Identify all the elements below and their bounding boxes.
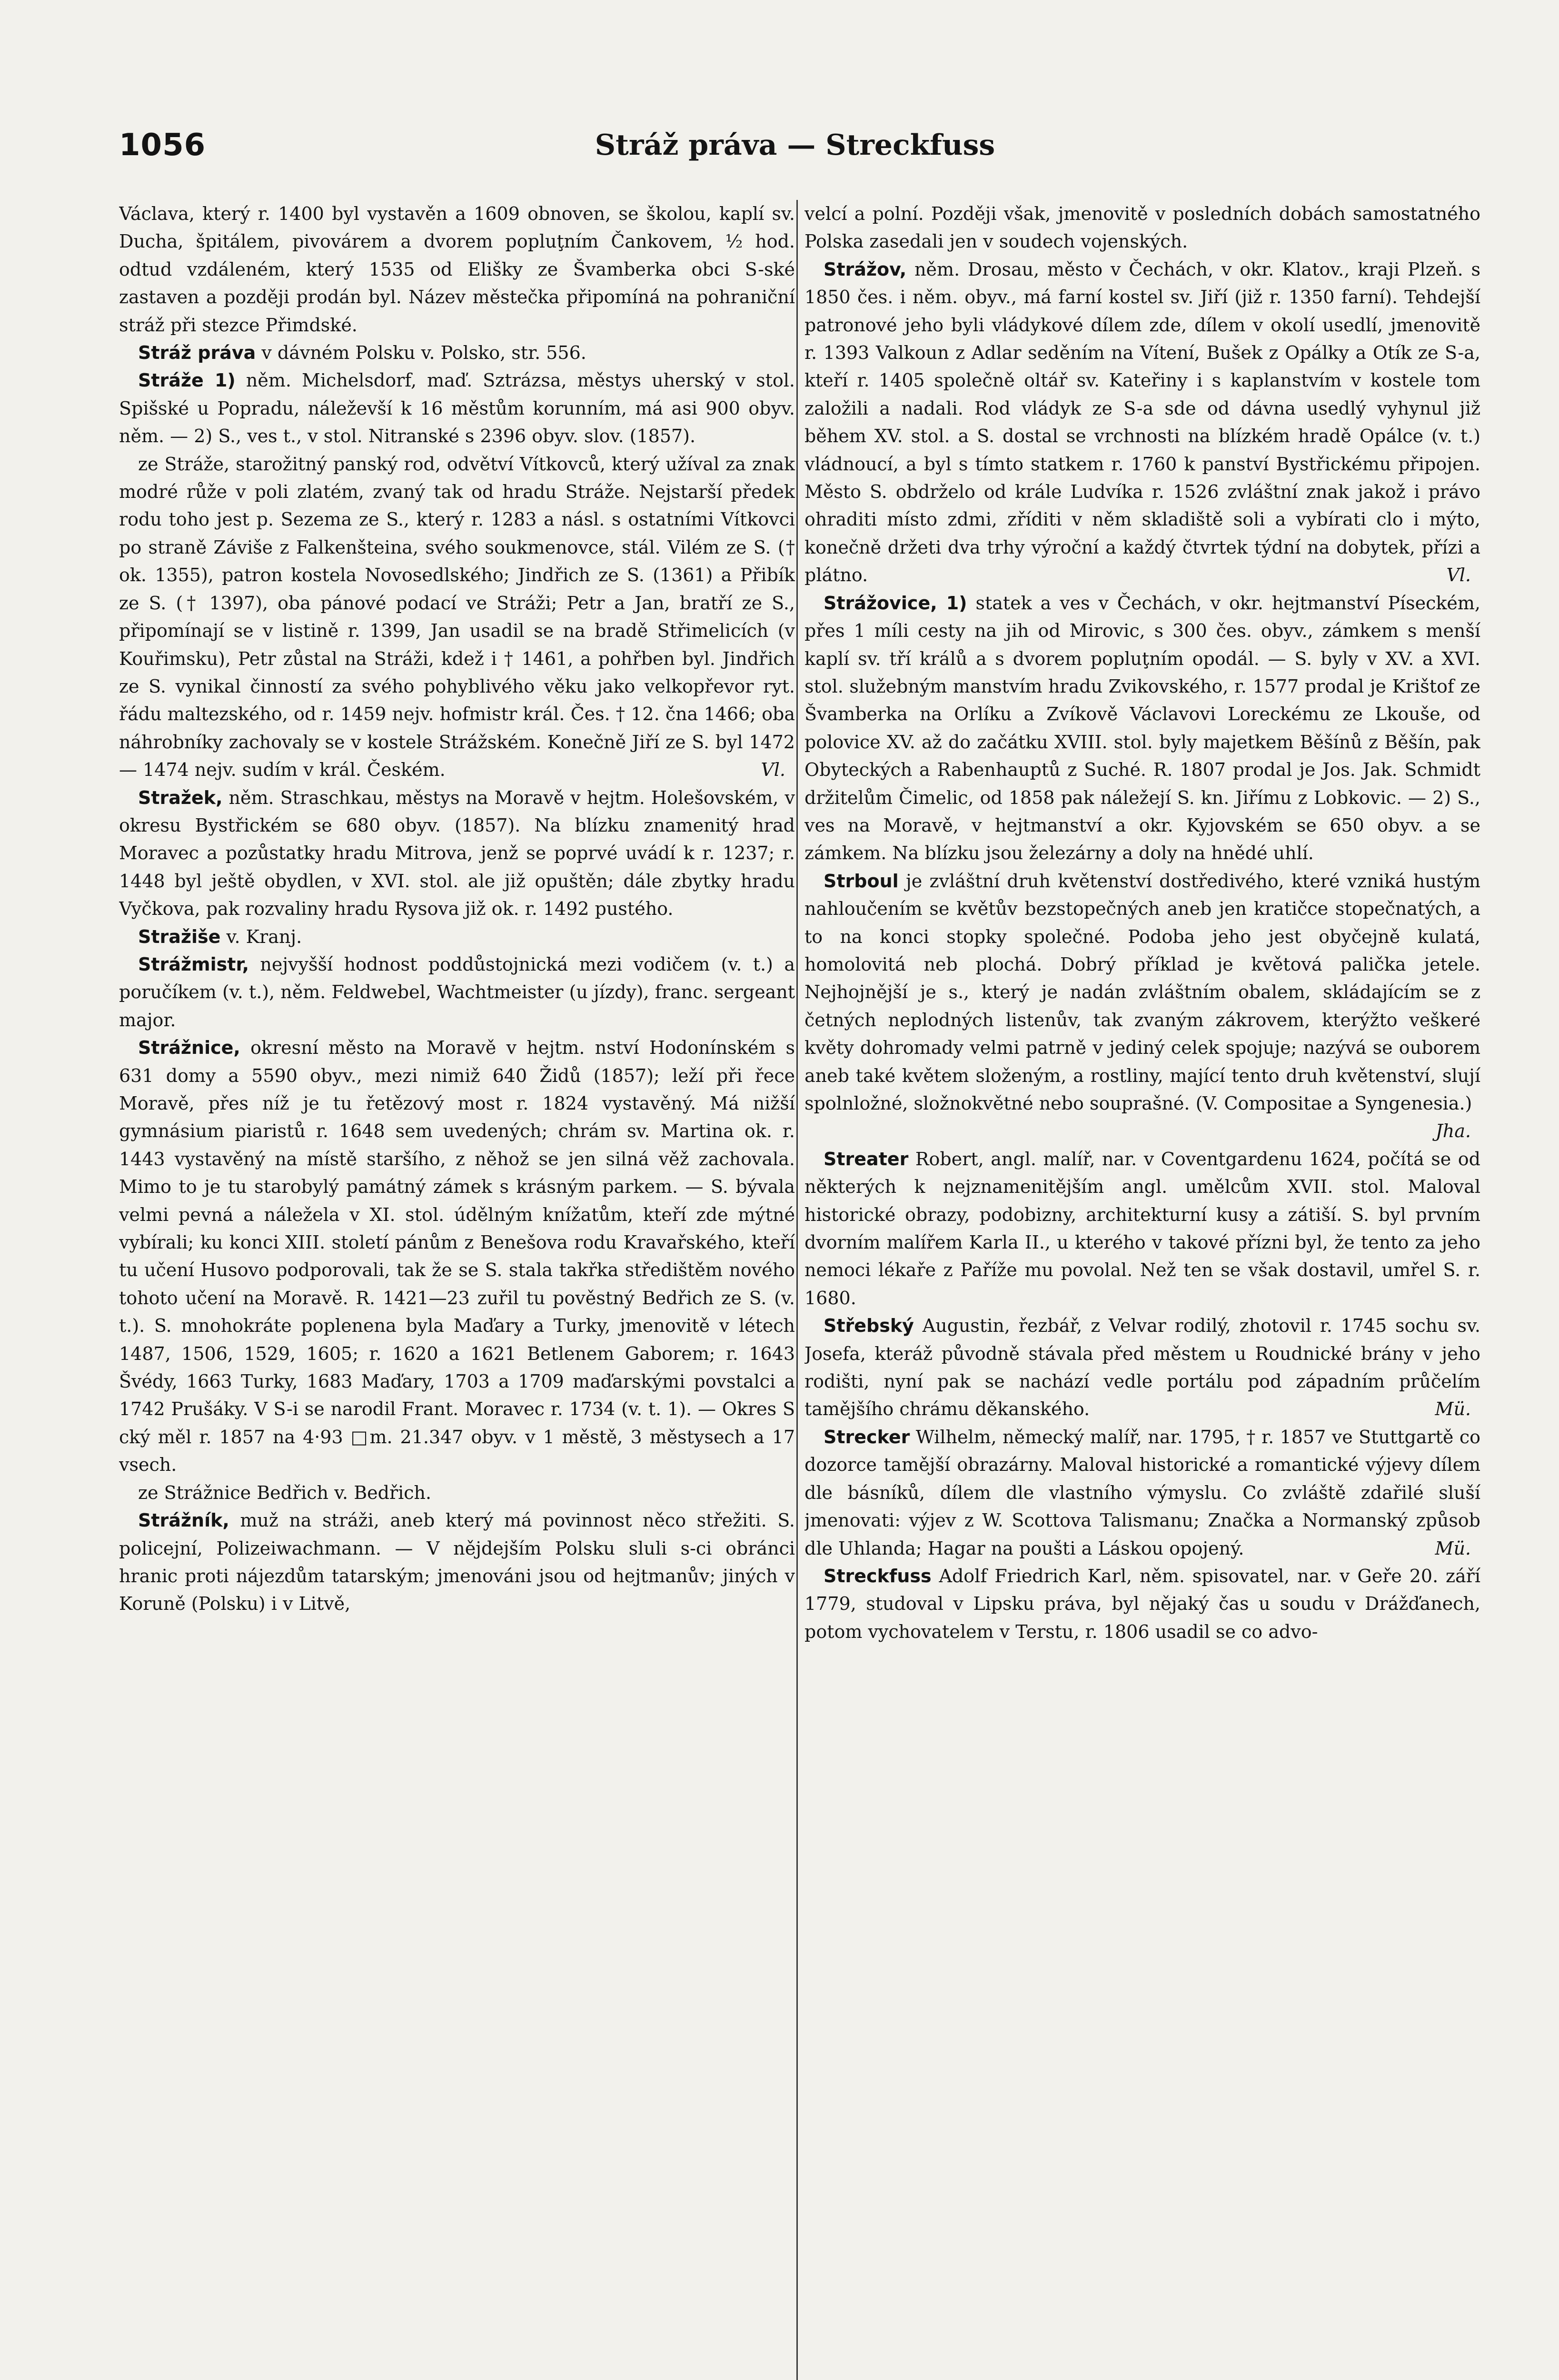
dictionary-entry <box>804 1145 1480 1312</box>
entry-text: Robert, angl. malíř, nar. v Coventgardenu 1624, počítá se od některých k nejznamenitějším angl. umělcům XVII. stol. Maloval historické obrazy, podobizny, architekturní kusy a zátiší. S. byl prvním dvorním malířem Karla II., u kterého v takové přízni byl, že tento za jeho nemoci lékaře z Paříže mu povolal. Než ten se však dostavil, umřel S. r. 1680. <box>804 1148 1480 1309</box>
dictionary-entry <box>804 589 1480 867</box>
entry-paragraph <box>119 367 795 450</box>
entry-headword: Strážmistr, <box>138 953 249 975</box>
entry-paragraph <box>119 200 795 339</box>
author-signature: Vl. <box>1446 565 1471 586</box>
entry-text: velcí a polní. Později však, jmenovitě v posledních dobách samostatného Polska zasedali jen v soudech vojenských. <box>804 203 1480 252</box>
dictionary-entry <box>119 1479 795 1507</box>
entry-headword: Střebský <box>824 1315 914 1337</box>
column-divider <box>796 200 798 2380</box>
dictionary-entry <box>804 256 1480 589</box>
entry-headword: Stražek, <box>138 787 223 808</box>
dictionary-entry <box>804 867 1480 1145</box>
dictionary-entry <box>804 1423 1480 1562</box>
entry-text: něm. Drosau, město v Čechách, v okr. Klatov., kraji Plzeň. s 1850 čes. i něm. obyv., má farní kostel sv. Jiří (již r. 1350 farní). Tehdejší patronové jeho byli vládykové dílem zde, dílem v okolí usedlí, jmenovitě r. 1393 Valkoun z Adlar seděním na Vítení, Bušek z Opálky a Otík ze S-a, kteří r. 1405 společně oltář sv. Kateřiny i s kaplanstvím v kostele tom založili a nadali. Rod vládyk ze S-a sde od dávna usedlý vyhynul již během XV. stol. a S. dostal se vrchnosti na blízkém hradě Opálce (v. t.) vládnoucí, a byl s tímto statkem r. 1760 k panství Bystřickému připojen. Město S. obdrželo od krále Ludvíka r. 1526 zvláštní znak jakož i právo ohraditi místo zdmi, zříditi v něm skladiště soli a vybírati clo i mýto, konečně držeti dva trhy výroční a každý čtvrtek týdní na dobytek, přízi a plátno. <box>804 258 1480 586</box>
dictionary-entry <box>119 339 795 367</box>
entry-headword: Strážník, <box>138 1510 229 1531</box>
entry-paragraph <box>804 1145 1480 1312</box>
entry-headword: Stražiše <box>138 926 221 947</box>
entry-headword: Streckfuss <box>824 1565 932 1587</box>
entry-headword: Strecker <box>824 1426 910 1448</box>
dictionary-entry <box>804 1312 1480 1423</box>
page-header <box>119 121 1471 178</box>
author-signature: Mü. <box>1435 1398 1471 1420</box>
entry-paragraph <box>804 867 1480 1142</box>
entry-headword: Strážovice, 1) <box>824 592 967 614</box>
right-column <box>804 200 1480 2380</box>
entry-headword: Strážov, <box>824 258 907 280</box>
entry-paragraph <box>119 784 795 923</box>
entry-paragraph <box>804 1423 1480 1562</box>
entry-text: je zvláštní druh květenství dostředivého, které vzniká hustým nahloučením se květův bezstopečných aneb jen kratičce stopečnatých, a to na konci stopky společné. Podoba jeho jest obyčejně kulatá, homolovitá neb plochá. Dobrý příklad je květová palička jetele. Nejhojnější je s., který je nadán zvláštním obalem, skládajícím se z četných neplodných listenův, tak zvaným zákrovem, kterýžto veškeré květy dohromady velmi patrně v jediný celek spojuje; nazývá se ouborem aneb také květem složeným, a rostliny, mající tento druh květenství, slují spolnložné, složnokvětné nebo souprašné. (V. Compositae a Syngenesia.) <box>804 870 1480 1114</box>
page-number: 1056 <box>119 128 206 163</box>
author-signature: Jha. <box>1435 1121 1471 1142</box>
entry-paragraph <box>804 589 1480 867</box>
entry-paragraph <box>119 1507 795 1618</box>
entry-paragraph <box>804 1312 1480 1423</box>
entry-paragraph <box>804 200 1480 256</box>
entry-text: Augustin, řezbář, z Velvar rodilý, zhotovil r. 1745 sochu sv. Josefa, kteráž původně stávala před městem u Roudnické brány v jeho rodišti, nyní pak se nachází vedle portálu pod západním průčelím tamějšího chrámu děkanského. <box>804 1315 1480 1420</box>
entry-text: něm. Straschkau, městys na Moravě v hejtm. Holešovském, v okresu Bystřickém se 680 obyv. (1857). Na blízku znamenitý hrad Moravec a pozůstatky hradu Mitrova, jenž se poprvé uvádí k r. 1237; r. 1448 byl ještě obydlen, v XVI. stol. ale již opuštěn; dále zbytky hradu Vyčkova, pak rozvaliny hradu Rysova již ok. r. 1492 pustého. <box>119 787 795 920</box>
entry-text: ze Strážnice Bedřich v. Bedřich. <box>138 1482 432 1503</box>
entry-headword: Stráž práva <box>138 342 256 364</box>
entry-text: Adolf Friedrich Karl, něm. spisovatel, nar. v Geře 20. září 1779, studoval v Lipsku práva, byl nějaký čas u soudu v Drážďanech, potom vychovatelem v Terstu, r. 1806 usadil se co advo- <box>804 1565 1480 1642</box>
entry-text: nejvyšší hodnost poddůstojnická mezi vodičem (v. t.) a poručíkem (v. t.), něm. Feldwebel, Wachtmeister (u jízdy), franc. sergeant major. <box>119 953 795 1031</box>
entry-text: ze Stráže, starožitný panský rod, odvětví Vítkovců, který užíval za znak modré růže v poli zlatém, zvaný tak od hradu Stráže. Nejstarší předek rodu toho jest p. Sezema ze S., který r. 1283 a násl. s ostatními Vítkovci po straně Záviše z Falkenšteina, svého soukmenovce, stál. Vilém ze S. († ok. 1355), patron kostela Novosedlského; Jindřich ze S. (1361) a Přibík ze S. († 1397), oba pánové podací ve Stráži; Petr a Jan, bratří ze S., připomínají se v listině r. 1399, Jan usadil se na bradě Střimelicích (v Kouřimsku), Petr zůstal na Stráži, kdež i † 1461, a pohřben byl. Jindřich ze S. vynikal činností za svého pohyblivého věku jako velkopřevor ryt. řádu maltezského, od r. 1459 nejv. hofmistr král. Čes. † 12. čna 1466; oba náhrobníky zachovaly se v kostele Strážském. Konečně Jiří ze S. byl 1472 — 1474 nejv. sudím v král. Českém. <box>119 453 795 781</box>
entry-paragraph <box>804 1562 1480 1646</box>
entry-text: muž na stráži, aneb který má povinnost něco střežiti. S. policejní, Polizeiwachmann. — V nějdejším Polsku sluli s-ci obránci hranic proti nájezdům tatarským; jmenováni jsou od hejtmanův; jiných v Koruně (Polsku) i v Litvě, <box>119 1510 795 1615</box>
left-column <box>119 200 795 2380</box>
entry-paragraph <box>119 450 795 784</box>
running-head: Stráž práva — Streckfuss <box>595 129 995 162</box>
entry-paragraph <box>119 923 795 951</box>
entry-paragraph <box>119 339 795 367</box>
author-signature: Mü. <box>1435 1537 1471 1559</box>
dictionary-entry <box>119 923 795 951</box>
entry-paragraph <box>119 951 795 1034</box>
entry-headword: Strboul <box>824 870 899 892</box>
entry-text: v dávném Polsku v. Polsko, str. 556. <box>261 342 586 364</box>
dictionary-entry <box>119 784 795 923</box>
continued-entry <box>804 200 1480 256</box>
entry-text: Václava, který r. 1400 byl vystavěn a 1609 obnoven, se školou, kaplí sv. Ducha, špitálem, pivovárem a dvorem popluţním Čankovem, ½ hod. odtud vzdáleném, který 1535 od Elišky ze Švamberka obci S-ské zastaven a později prodán byl. Název městečka připomíná na pohraniční stráž při stezce Přimdské. <box>119 203 795 336</box>
entry-paragraph <box>119 1034 795 1479</box>
continued-entry <box>119 200 795 339</box>
entry-headword: Strážnice, <box>138 1037 240 1059</box>
entry-text: statek a ves v Čechách, v okr. hejtmanství Píseckém, přes 1 míli cesty na jih od Mirovic, s 300 čes. obyv., zámkem s menší kaplí sv. tří králů a s dvorem popluţním opodál. — S. byly v XV. a XVI. stol. služebným manstvím hradu Zvikovského, r. 1577 prodal je Krištof ze Švamberka na Orlíku a Zvíkově Václavovi Loreckému ze Lkouše, od polovice XV. až do začátku XVIII. stol. byly majetkem Běšínů z Běšín, pak Obyteckých a Rabenhauptů z Suché. R. 1807 prodal je Jos. Jak. Schmidt držitelům Čimelic, od 1858 pak náležejí S. kn. Jiřímu z Lobkovic. — 2) S., ves na Moravě, v hejtmanství a okr. Kyjovském se 650 obyv. a se zámkem. Na blízku jsou železárny a doly na hnědé uhlí. <box>804 592 1480 864</box>
entry-headword: Streater <box>824 1148 909 1170</box>
entry-paragraph <box>119 1479 795 1507</box>
dictionary-entry <box>119 450 795 784</box>
dictionary-entry <box>119 1034 795 1479</box>
author-signature: Vl. <box>761 759 785 781</box>
entry-text: něm. Michelsdorf, maď. Sztrázsa, městys uherský v stol. Spišské u Popradu, náleževší k 16 městům korunním, má asi 900 obyv. něm. — 2) S., ves t., v stol. Nitranské s 2396 obyv. slov. (1857). <box>119 370 795 447</box>
entry-headword: Stráže 1) <box>138 370 236 391</box>
dictionary-entry <box>119 1507 795 1618</box>
dictionary-entry <box>804 1562 1480 1646</box>
entry-text: Wilhelm, německý malíř, nar. 1795, † r. 1857 ve Stuttgartě co dozorce tamější obrazárny. Maloval historické a romantické výjevy dílem dle básníků, dílem dle vlastního výmyslu. Co zvláště zdařilé sluší jmenovati: výjev z W. Scottova Talismanu; Značka a Normanský způsob dle Uhlanda; Hagar na poušti a Láskou opojený. <box>804 1426 1480 1559</box>
entry-paragraph <box>804 256 1480 589</box>
dictionary-entry <box>119 951 795 1034</box>
dictionary-entry <box>119 367 795 450</box>
entry-text: v. Kranj. <box>226 926 302 947</box>
entry-text: okresní město na Moravě v hejtm. nství Hodonínském s 631 domy a 5590 obyv., mezi nimiž 640 Židů (1857); leží při řece Moravě, přes níž je tu řetězový most r. 1824 vystavěný. Má nižší gymnásium piaristů r. 1648 sem uvedených; chrám sv. Martina ok. r. 1443 vystavěný na místě staršího, z něhož se jen silná věž zachovala. Mimo to je tu starobylý památný zámek s krásným parkem. — S. bývala velmi pevná a náležela v XI. stol. údělným knížatům, kteří zde mýtné vybírali; ku konci XIII. století pánům z Benešova rodu Kravařského, kteří tu učení Husovo podporovali, tak že se S. stala takřka středištěm nového tohoto učení na Moravě. R. 1421—23 zuřil tu pověstný Bedřich ze S. (v. t.). S. mnohokráte poplenena byla Maďary a Turky, jmenovitě v létech 1487, 1506, 1529, 1605; r. 1620 a 1621 Betlenem Gaborem; r. 1643 Švédy, 1663 Turky, 1683 Maďary, 1703 a 1709 maďarskými povstalci a 1742 Prušáky. V S-i se narodil Frant. Moravec r. 1734 (v. t. 1). — Okres S cký měl r. 1857 na 4·93 □m. 21.347 obyv. v 1 městě, 3 městysech a 17 vsech. <box>119 1037 795 1476</box>
